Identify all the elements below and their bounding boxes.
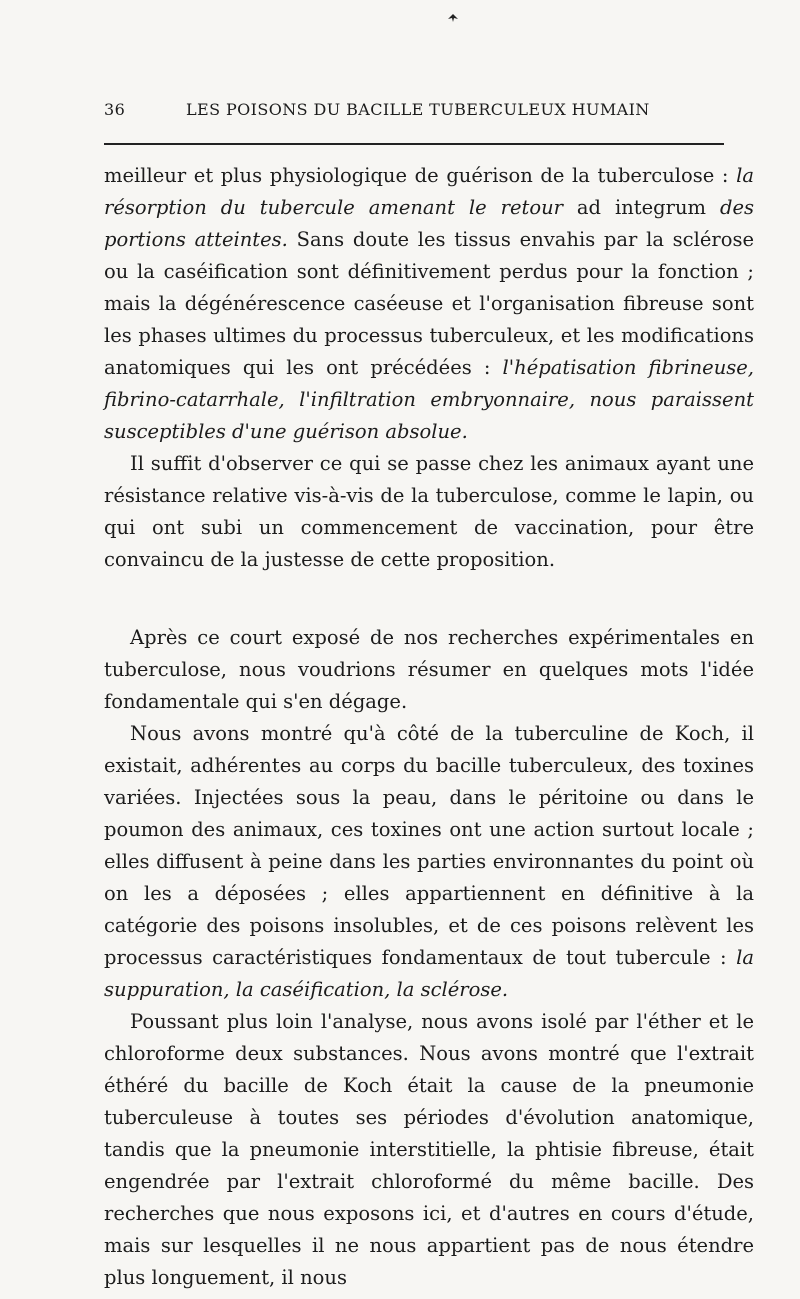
printer-mark-icon [447, 12, 459, 24]
text-run: Nous avons montré qu'à côté de la tuberculine de Koch, il existait, adhérentes au corps du bacille tuberculeux, des toxines variées. Injectées sous la peau, dans le péritoine ou dans le poumon des animaux, ces toxines ont une action surtout locale ; elles diffusent à peine dans les parties environnantes du point où on les a déposées ; elles appartiennent en définitive à la catégorie des poisons insolubles, et de ces poisons relèvent les processus caractéristiques fondamentaux de tout tubercule : [104, 722, 754, 969]
paragraph [104, 718, 754, 1006]
paragraph-continued [104, 160, 754, 448]
italic-run: l'hépatisation fibrineuse, fibrino-catarrhale, l'infiltration embryonnaire, nous paraissent susceptibles d'une guérison absolue. [104, 356, 754, 443]
page-number: 36 [104, 100, 126, 119]
header-rule [104, 143, 724, 145]
italic-run: la résorption du tubercule amenant le retour [104, 164, 754, 219]
paragraph: Après ce court exposé de nos recherches expérimentales en tuberculose, nous voudrions résumer en quelques mots l'idée fondamentale qui s'en dégage. [104, 626, 754, 713]
page-body [104, 160, 754, 1294]
paragraph: Il suffit d'observer ce qui se passe chez les animaux ayant une résistance relative vis-à-vis de la tuberculose, comme le lapin, ou qui ont subi un commencement de vaccination, pour être convaincu de la justesse de cette proposition. [104, 452, 754, 571]
section-break [104, 576, 754, 622]
text-run: Sans doute les tissus envahis par la sclérose ou la caséification sont définitivement perdus pour la fonction ; mais la dégénérescence caséeuse et l'organisation fibreuse sont les phases ultimes du processus tuberculeux, et les modifications anatomiques qui les ont précédées : [104, 228, 754, 379]
italic-run: des portions atteintes. [104, 196, 754, 251]
text-run: meilleur et plus physiologique de guérison de la tuberculose : [104, 164, 737, 187]
text-run: ad integrum [562, 196, 720, 219]
italic-run: la suppuration, la caséification, la sclérose. [104, 946, 754, 1001]
paragraph: Poussant plus loin l'analyse, nous avons isolé par l'éther et le chloroforme deux substances. Nous avons montré que l'extrait éthéré du bacille de Koch était la cause de la pneumonie tuberculeuse à toutes ses périodes d'évolution anatomique, tandis que la pneumonie interstitielle, la phtisie fibreuse, était engendrée par l'extrait chloroformé du même bacille. Des recherches que nous exposons ici, et d'autres en cours d'étude, mais sur lesquelles il ne nous appartient pas de nous étendre plus longuement, il nous [104, 1010, 754, 1289]
running-title: LES POISONS DU BACILLE TUBERCULEUX HUMAIN [186, 100, 650, 119]
